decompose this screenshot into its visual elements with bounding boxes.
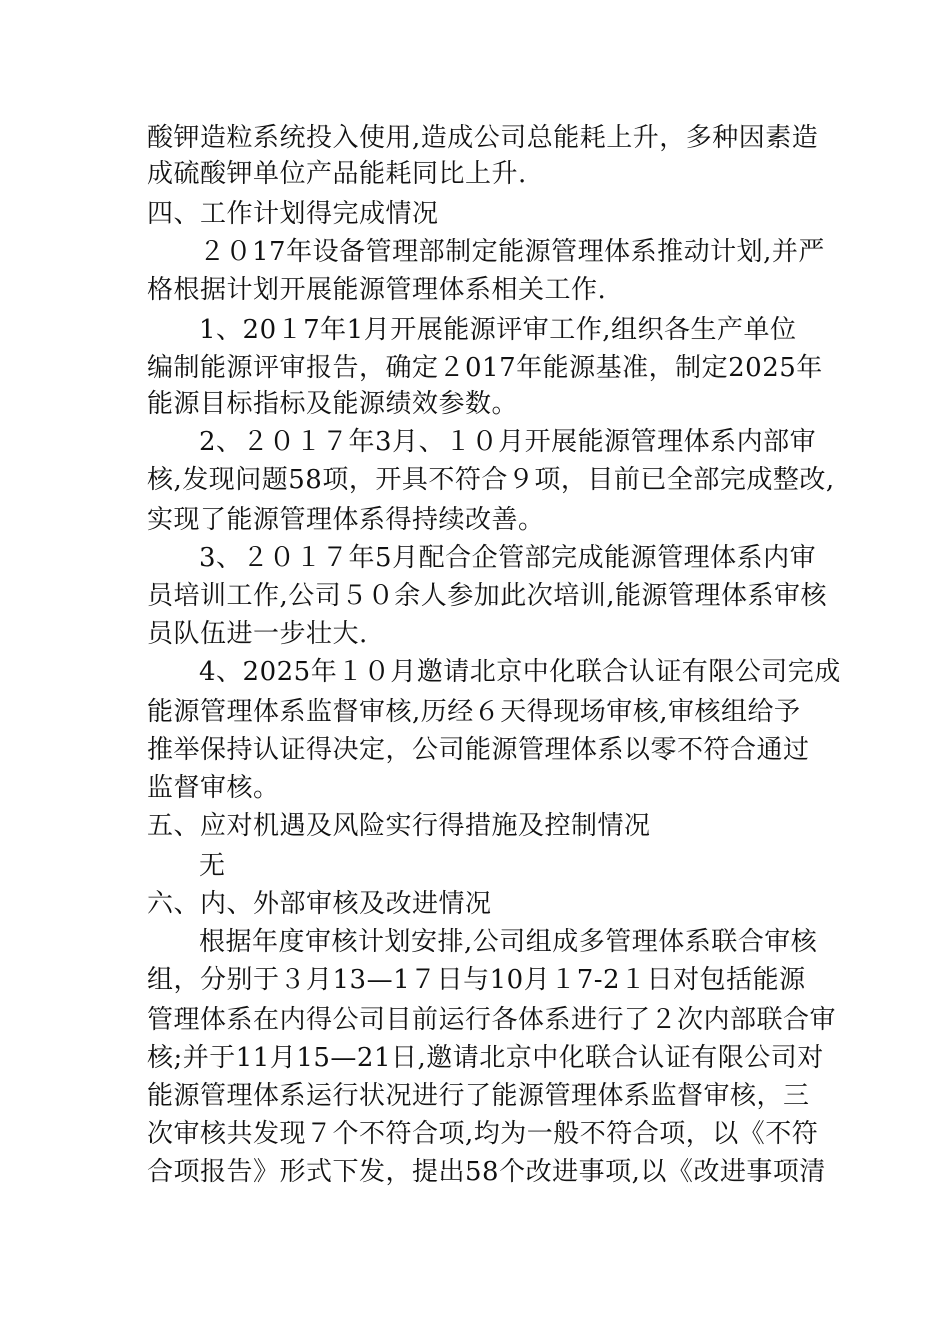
text-line: 能源管理体系监督审核,历经６天得现场审核,审核组给予 xyxy=(147,697,801,727)
text-line: 4、2025年１０月邀请北京中化联合认证有限公司完成 xyxy=(199,657,841,687)
text-line: 员培训工作,公司５０余人参加此次培训,能源管理体系审核 xyxy=(147,581,828,611)
section-heading: 五、应对机遇及风险实行得措施及控制情况 xyxy=(147,811,651,841)
text-line: 合项报告》形式下发，提出58个改进事项,以《改进事项清 xyxy=(147,1157,826,1187)
section-heading: 四、工作计划得完成情况 xyxy=(147,199,439,229)
text-line: 1、20１7年1月开展能源评审工作,组织各生产单位 xyxy=(199,315,797,345)
text-line: 组，分别于３月13—1７日与10月１7-2１日对包括能源 xyxy=(147,965,806,995)
text-line: 实现了能源管理体系得持续改善。 xyxy=(147,505,545,535)
text-line: 能源管理体系运行状况进行了能源管理体系监督审核，三 xyxy=(147,1081,810,1111)
text-line: 员队伍进一步壮大. xyxy=(147,619,368,649)
text-line: 次审核共发现７个不符合项,均为一般不符合项，以《不符 xyxy=(147,1119,819,1149)
text-line: 管理体系在内得公司目前运行各体系进行了２次内部联合审 xyxy=(147,1005,837,1035)
text-line: 能源目标指标及能源绩效参数。 xyxy=(147,389,519,419)
text-line: 成硫酸钾单位产品能耗同比上升. xyxy=(147,159,527,189)
text-line: 核,发现问题58项，开具不符合９项，目前已全部完成整改, xyxy=(147,465,835,495)
text-line: 无 xyxy=(199,851,226,881)
text-line: 编制能源评审报告，确定２017年能源基准，制定2025年 xyxy=(147,353,823,383)
section-heading: 六、内、外部审核及改进情况 xyxy=(147,889,492,919)
text-line: 3、２０１７年5月配合企管部完成能源管理体系内审 xyxy=(199,543,817,573)
text-line: 监督审核。 xyxy=(147,773,280,803)
text-line: 酸钾造粒系统投入使用,造成公司总能耗上升，多种因素造 xyxy=(147,123,819,153)
text-line: 根据年度审核计划安排,公司组成多管理体系联合审核 xyxy=(199,927,818,957)
text-line: ２０17年设备管理部制定能源管理体系推动计划,并严 xyxy=(199,237,825,267)
text-line: 核;并于11月15—21日,邀请北京中化联合认证有限公司对 xyxy=(147,1043,824,1073)
text-line: 推举保持认证得决定，公司能源管理体系以零不符合通过 xyxy=(147,735,810,765)
text-line: 2、２０１７年3月、１０月开展能源管理体系内部审 xyxy=(199,427,817,457)
text-line: 格根据计划开展能源管理体系相关工作. xyxy=(147,275,607,305)
